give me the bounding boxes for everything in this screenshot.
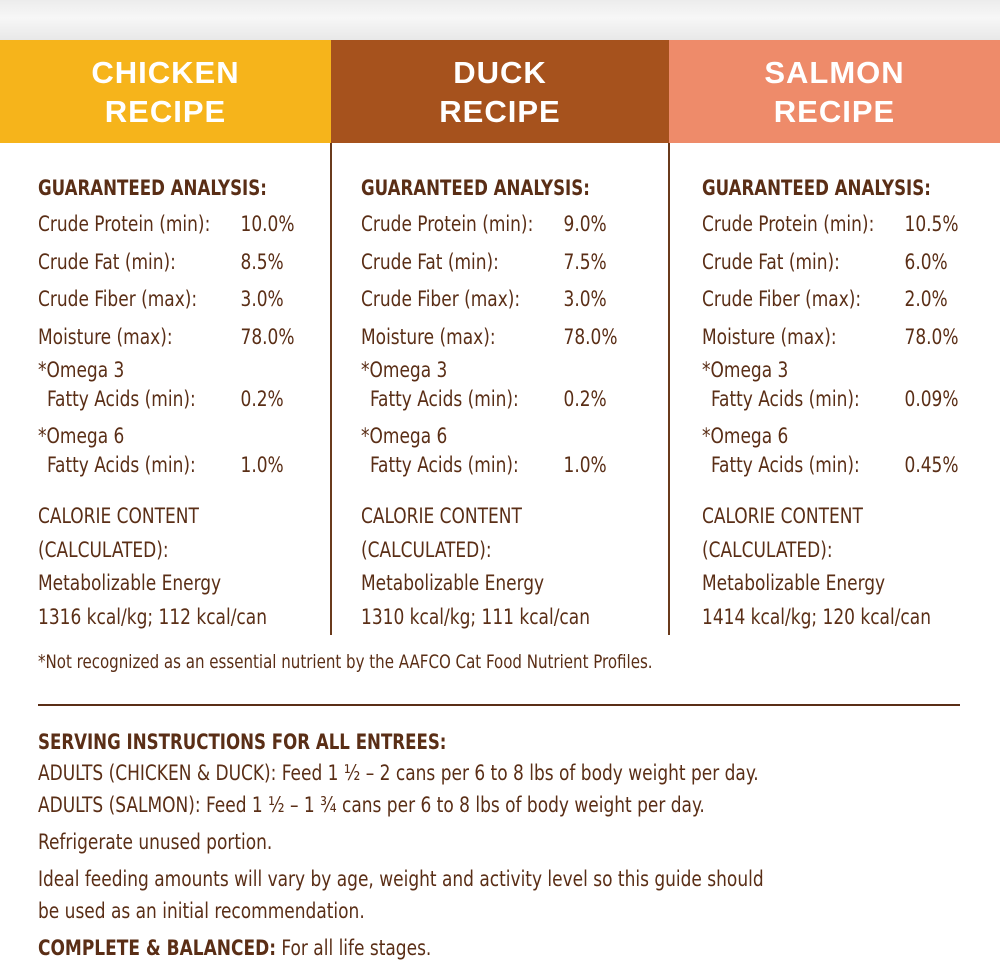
analysis-row [702, 206, 972, 244]
analysis-label: Crude Fiber (max): [361, 287, 521, 311]
analysis-row [702, 281, 972, 319]
salmon-analysis-column [702, 170, 1000, 634]
chicken-recipe-header [0, 40, 331, 143]
omega-label: *Omega 3 [702, 358, 789, 382]
omega-6-row [361, 422, 631, 480]
calorie-line: Metabolizable Energy [702, 571, 886, 595]
omega-sublabel: Fatty Acids (min): [47, 387, 196, 411]
omega-label: *Omega 3 [361, 358, 448, 382]
analysis-value: 7.5% [563, 249, 607, 274]
analysis-value: 78.0% [904, 324, 959, 349]
analysis-label: Crude Fat (min): [361, 249, 499, 274]
aafco-footnote: *Not recognized as an essential nutrient by the AAFCO Cat Food Nutrient Profiles. [38, 651, 653, 673]
duck-analysis-column [361, 170, 661, 634]
analysis-value: 78.0% [240, 324, 295, 349]
analysis-label: Moisture (max): [38, 324, 173, 349]
analysis-row [361, 244, 631, 282]
column-divider [668, 143, 670, 635]
omega-3-row [361, 356, 631, 414]
chicken-analysis-column [38, 170, 338, 634]
analysis-label: Crude Protein (min): [702, 212, 875, 236]
analysis-label: Crude Fat (min): [38, 249, 176, 274]
analysis-row [38, 244, 308, 282]
omega-value: 0.09% [904, 387, 959, 411]
calorie-line: (CALCULATED): [361, 537, 492, 562]
omega-value: 0.2% [563, 387, 607, 411]
calorie-line: (CALCULATED): [38, 537, 169, 562]
omega-3-row [702, 356, 972, 414]
calorie-line: 1316 kcal/kg; 112 kcal/can [38, 604, 267, 629]
analysis-row [361, 206, 631, 244]
omega-sublabel: Fatty Acids (min): [370, 387, 519, 411]
calorie-line: CALORIE CONTENT [361, 504, 522, 528]
guaranteed-analysis-title: GUARANTEED ANALYSIS: [38, 176, 267, 200]
omega-label: *Omega 6 [702, 424, 789, 448]
header-line-2: RECIPE [439, 93, 561, 129]
analysis-value: 2.0% [904, 287, 948, 311]
omega-value: 1.0% [240, 453, 284, 477]
calorie-line: Metabolizable Energy [361, 571, 545, 595]
header-line-1: CHICKEN [91, 54, 240, 90]
guaranteed-analysis-title: GUARANTEED ANALYSIS: [361, 176, 590, 200]
analysis-label: Crude Fiber (max): [702, 287, 862, 311]
header-line-1: SALMON [764, 54, 905, 90]
omega-6-row [38, 422, 308, 480]
analysis-row [38, 281, 308, 319]
ideal-feeding-line-2: be used as an initial recommendation. [38, 899, 365, 923]
complete-balanced-label: COMPLETE & BALANCED: [38, 936, 277, 960]
analysis-value: 10.0% [240, 212, 295, 236]
omega-sublabel: Fatty Acids (min): [711, 453, 860, 477]
omega-label: *Omega 6 [361, 424, 448, 448]
analysis-value: 3.0% [240, 287, 284, 311]
serving-instructions [38, 727, 998, 965]
ideal-feeding-line-1: Ideal feeding amounts will vary by age, weight and activity level so this guide should [38, 867, 764, 891]
omega-sublabel: Fatty Acids (min): [711, 387, 860, 411]
header-line-2: RECIPE [104, 93, 227, 129]
analysis-row [38, 319, 308, 357]
calorie-content [38, 500, 308, 634]
omega-3-row [38, 356, 308, 414]
calorie-content [361, 500, 631, 634]
salmon-recipe-header [669, 40, 1000, 143]
analysis-value: 6.0% [904, 249, 948, 274]
analysis-label: Moisture (max): [702, 324, 837, 349]
calorie-line: (CALCULATED): [702, 537, 833, 562]
complete-balanced-line [38, 931, 902, 965]
analysis-label: Crude Fat (min): [702, 249, 840, 274]
omega-sublabel: Fatty Acids (min): [47, 453, 196, 477]
omega-sublabel: Fatty Acids (min): [370, 453, 519, 477]
analysis-value: 78.0% [563, 324, 618, 349]
analysis-label: Moisture (max): [361, 324, 496, 349]
omega-label: *Omega 3 [38, 358, 125, 382]
serving-title: SERVING INSTRUCTIONS FOR ALL ENTREES: [38, 730, 447, 754]
calorie-line: CALORIE CONTENT [38, 504, 199, 528]
header-line-2: RECIPE [773, 93, 896, 129]
adults-salmon-line: ADULTS (SALMON): Feed 1 ½ – 1 ¾ cans per 6 to 8 lbs of body weight per day. [38, 793, 705, 817]
omega-value: 0.2% [240, 387, 284, 411]
analysis-row [702, 319, 972, 357]
guaranteed-analysis-title: GUARANTEED ANALYSIS: [702, 176, 931, 200]
analysis-label: Crude Fiber (max): [38, 287, 198, 311]
analysis-row [361, 319, 631, 357]
omega-6-row [702, 422, 972, 480]
calorie-line: 1414 kcal/kg; 120 kcal/can [702, 604, 931, 629]
calorie-content [702, 500, 972, 634]
calorie-line: Metabolizable Energy [38, 571, 222, 595]
refrigerate-line: Refrigerate unused portion. [38, 830, 273, 854]
wood-texture-strip [0, 0, 1000, 40]
omega-label: *Omega 6 [38, 424, 125, 448]
analysis-value: 10.5% [904, 212, 959, 236]
duck-recipe-header [331, 40, 669, 143]
analysis-value: 9.0% [563, 212, 607, 236]
header-line-1: DUCK [453, 54, 547, 90]
analysis-value: 3.0% [563, 287, 607, 311]
section-divider [38, 704, 960, 706]
analysis-row [38, 206, 308, 244]
omega-value: 0.45% [904, 453, 959, 477]
analysis-label: Crude Protein (min): [38, 212, 211, 236]
adults-chicken-duck-line: ADULTS (CHICKEN & DUCK): Feed 1 ½ – 2 cans per 6 to 8 lbs of body weight per day. [38, 761, 759, 785]
analysis-value: 8.5% [240, 249, 284, 274]
analysis-row [702, 244, 972, 282]
calorie-line: 1310 kcal/kg; 111 kcal/can [361, 604, 590, 629]
omega-value: 1.0% [563, 453, 607, 477]
analysis-row [361, 281, 631, 319]
calorie-line: CALORIE CONTENT [702, 504, 863, 528]
complete-balanced-text: For all life stages. [276, 936, 432, 960]
analysis-label: Crude Protein (min): [361, 212, 534, 236]
